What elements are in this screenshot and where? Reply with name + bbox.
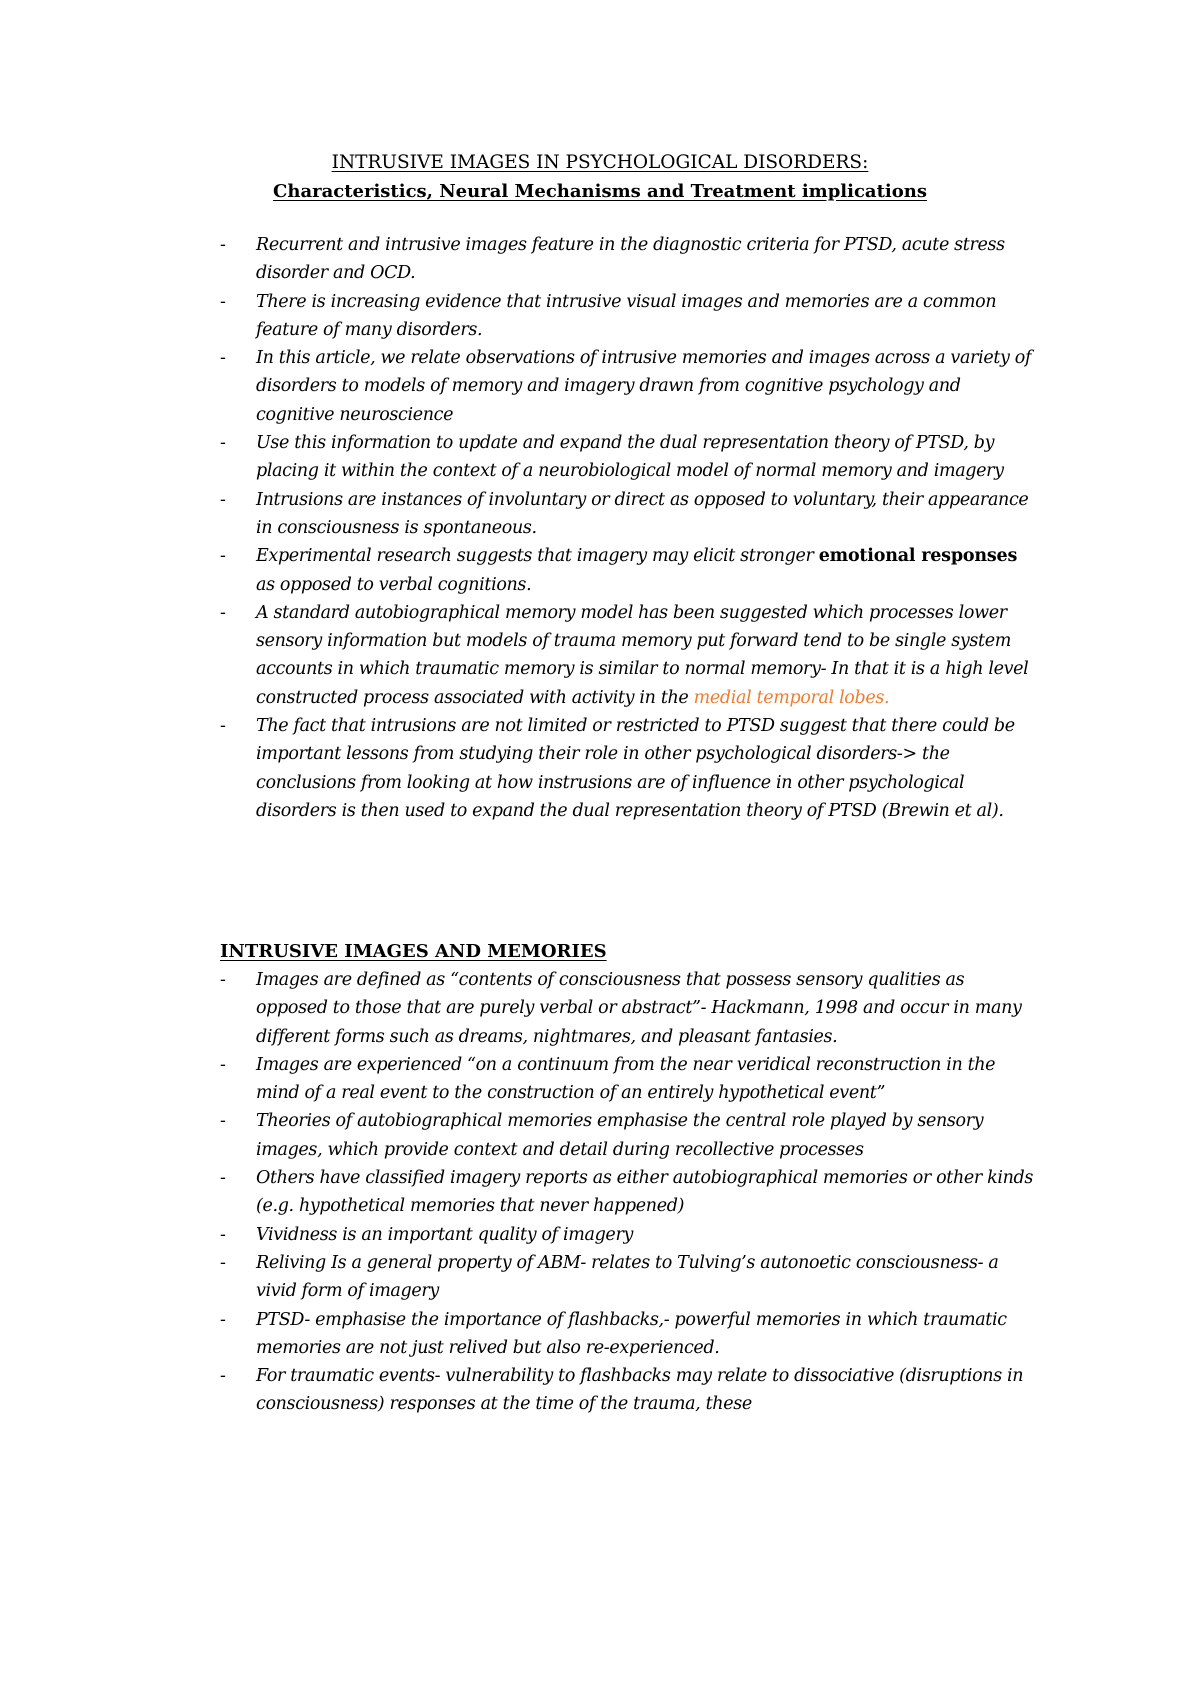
bullet-dash: - xyxy=(220,1168,226,1189)
list-item xyxy=(220,429,1040,486)
bold-emphasis: emotional responses xyxy=(818,546,1018,567)
bullet-dash: - xyxy=(220,433,226,454)
list-item xyxy=(220,1107,1040,1164)
bullet-dash: - xyxy=(220,716,226,737)
bullet-text: Intrusions are instances of involuntary or direct as opposed to voluntary, their appearance in consciousness is spontaneous. xyxy=(256,489,1029,538)
bullet-text: Experimental research suggests that imagery may elicit stronger xyxy=(256,546,819,567)
bullet-text: as opposed to verbal cognitions. xyxy=(256,574,532,595)
list-item xyxy=(220,1306,1040,1363)
bullet-text: The fact that intrusions are not limited or restricted to PTSD suggest that there could be important lessons from studying their role in other psychological disorders-> the conclusions from looking at how instrusions are of influence in other psychological disorders is then used to expand the dual representation theory of PTSD (Brewin et al). xyxy=(256,716,1015,821)
list-item xyxy=(220,712,1040,825)
bullet-dash: - xyxy=(220,348,226,369)
bullet-dash: - xyxy=(220,546,226,567)
bullet-text: Theories of autobiographical memories emphasise the central role played by sensory images, which provide context and detail during recollective processes xyxy=(256,1111,984,1160)
bullet-text: Recurrent and intrusive images feature in the diagnostic criteria for PTSD, acute stress disorder and OCD. xyxy=(256,235,1005,284)
images-bullet-list xyxy=(220,966,1040,1419)
bullet-text: PTSD- emphasise the importance of flashbacks,- powerful memories in which traumatic memories are not just relived but also re-experienced. xyxy=(256,1309,1007,1358)
bullet-dash: - xyxy=(220,235,226,255)
bullet-text: Use this information to update and expand the dual representation theory of PTSD, by placing it within the context of a neurobiological model of normal memory and imagery xyxy=(256,433,1004,482)
document-title xyxy=(0,148,1200,206)
bullet-text: In this article, we relate observations of intrusive memories and images across a variety of disorders to models of memory and imagery drawn from cognitive psychology and cognitive neuroscience xyxy=(256,348,1032,425)
intrusive-images-section xyxy=(220,938,1040,1419)
bullet-dash: - xyxy=(220,291,226,312)
bullet-text: A standard autobiographical memory model has been suggested which processes lower sensory information but models of trauma memory put forward tend to be single system accounts in which traumatic memory is similar to normal memory- In that it is a high level constructed process associated with activity in the xyxy=(256,602,1029,708)
list-item xyxy=(220,1221,1040,1249)
bullet-text: There is increasing evidence that intrusive visual images and memories are a common feature of many disorders. xyxy=(256,291,997,340)
list-item xyxy=(220,1249,1040,1306)
list-item xyxy=(220,542,1040,599)
bullet-text: Others have classified imagery reports as either autobiographical memories or other kinds (e.g. hypothetical memories that never happened) xyxy=(256,1168,1034,1217)
bullet-dash: - xyxy=(220,1309,226,1330)
bullet-dash: - xyxy=(220,1054,226,1075)
list-item xyxy=(220,1051,1040,1108)
bullet-text: Vividness is an important quality of imagery xyxy=(256,1224,633,1245)
list-item xyxy=(220,1164,1040,1221)
bullet-dash: - xyxy=(220,970,226,990)
bullet-text: Reliving Is a general property of ABM- relates to Tulving’s autonoetic consciousness- a vivid form of imagery xyxy=(256,1252,999,1302)
bullet-dash: - xyxy=(220,1366,226,1387)
bullet-dash: - xyxy=(220,489,226,510)
section-heading: INTRUSIVE IMAGES AND MEMORIES xyxy=(220,941,607,962)
list-item xyxy=(220,344,1040,429)
intro-bullet-list xyxy=(220,231,1040,825)
list-item xyxy=(220,486,1040,543)
bullet-text: For traumatic events- vulnerability to flashbacks may relate to dissociative (disruptions in consciousness) responses at the time of the trauma, these xyxy=(256,1366,1024,1415)
title-line-2: Characteristics, Neural Mechanisms and Treatment implications xyxy=(273,181,927,202)
bullet-dash: - xyxy=(220,602,226,623)
list-item xyxy=(220,288,1040,345)
intro-section xyxy=(220,231,1040,825)
bullet-dash: - xyxy=(220,1252,226,1273)
list-item xyxy=(220,966,1040,1051)
list-item xyxy=(220,231,1040,288)
list-item xyxy=(220,599,1040,712)
highlighted-term: medial temporal lobes. xyxy=(693,687,890,708)
bullet-text: Images are experienced “on a continuum from the near veridical reconstruction in the mind of a real event to the construction of an entirely hypothetical event” xyxy=(256,1054,996,1104)
bullet-dash: - xyxy=(220,1111,226,1132)
bullet-dash: - xyxy=(220,1224,226,1245)
bullet-text: Images are defined as “contents of consciousness that possess sensory qualities as opposed to those that are purely verbal or abstract”- Hackmann, 1998 and occur in many different forms such as dreams, nightmares, and pleasant fantasies. xyxy=(256,970,1022,1047)
list-item xyxy=(220,1362,1040,1419)
title-line-1: INTRUSIVE IMAGES IN PSYCHOLOGICAL DISORDERS: xyxy=(331,152,869,173)
